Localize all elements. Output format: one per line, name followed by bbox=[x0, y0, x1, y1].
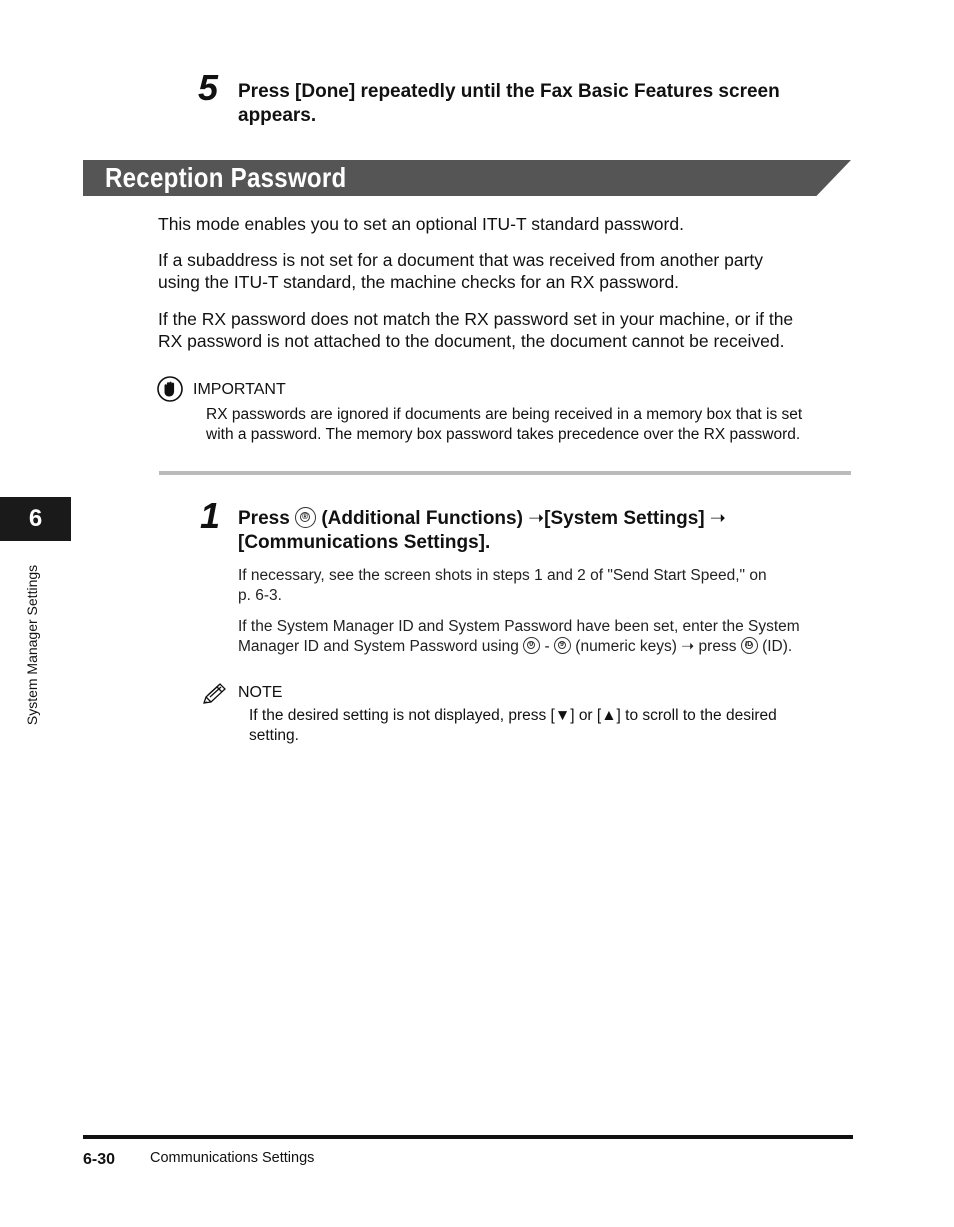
step-1-press: Press bbox=[238, 508, 290, 529]
key-0-label: 0 bbox=[529, 641, 534, 648]
key-9-icon bbox=[554, 637, 571, 654]
id-key-icon bbox=[741, 637, 758, 654]
arrow-icon: ➝ bbox=[681, 638, 695, 655]
paragraph-1: This mode enables you to set an optional ITU-T standard password. bbox=[158, 214, 684, 234]
step-1-subtext-2 bbox=[238, 617, 800, 657]
arrow-icon: ➝ bbox=[528, 508, 545, 529]
important-line-1: RX passwords are ignored if documents are being received in a memory box that is set bbox=[206, 406, 803, 423]
subtext-2-dash: - bbox=[544, 638, 550, 655]
subtext-2-end: (ID). bbox=[762, 638, 793, 655]
footer-rule bbox=[83, 1135, 853, 1139]
note-text bbox=[249, 706, 777, 746]
step-1-system-settings: [System Settings] bbox=[544, 508, 705, 529]
pencil-icon bbox=[202, 682, 230, 706]
subtext-2-press: press bbox=[698, 638, 737, 655]
step-1-line-1 bbox=[238, 507, 726, 531]
subtext-2-numeric-keys: (numeric keys) bbox=[575, 638, 677, 655]
note-label: NOTE bbox=[238, 684, 283, 701]
note-line-2: setting. bbox=[249, 727, 299, 744]
paragraph-2-line-1: If a subaddress is not set for a document that was received from another party bbox=[158, 250, 764, 270]
step-1-communications-settings: [Communications Settings]. bbox=[238, 532, 491, 553]
subtext-2-line-2 bbox=[238, 637, 800, 657]
step-1-text bbox=[238, 507, 726, 555]
key-9-label: 9 bbox=[560, 641, 564, 648]
section-title: Reception Password bbox=[105, 162, 347, 193]
note-line-1: If the desired setting is not displayed, press [▼] or [▲] to scroll to the desired bbox=[249, 707, 777, 724]
step-5-line-1: Press [Done] repeatedly until the Fax Basic Features screen bbox=[238, 81, 780, 102]
footer-section: Communications Settings bbox=[150, 1150, 315, 1166]
subtext-1-line-2: p. 6-3. bbox=[238, 587, 282, 604]
paragraph-2-line-2: using the ITU-T standard, the machine checks for an RX password. bbox=[158, 272, 680, 292]
subtext-2-line-1: If the System Manager ID and System Password have been set, enter the System bbox=[238, 618, 800, 635]
step-1-additional-functions: (Additional Functions) bbox=[321, 508, 523, 529]
additional-functions-key-icon: ® bbox=[295, 507, 316, 528]
important-line-2: with a password. The memory box password takes precedence over the RX password. bbox=[206, 426, 801, 443]
page-number: 6-30 bbox=[83, 1151, 116, 1168]
arrow-icon: ➝ bbox=[709, 508, 726, 529]
important-hand-icon bbox=[157, 376, 183, 402]
chapter-title-vertical bbox=[14, 545, 54, 745]
subtext-2-pre: Manager ID and System Password using bbox=[238, 638, 519, 655]
step-1-subtext-1 bbox=[238, 566, 767, 606]
step-5-line-2: appears. bbox=[238, 105, 317, 126]
chapter-number: 6 bbox=[28, 505, 43, 532]
key-0-icon bbox=[523, 637, 540, 654]
chapter-title: System Manager Settings bbox=[24, 564, 40, 726]
step-5-text bbox=[238, 80, 780, 128]
paragraph-3-line-1: If the RX password does not match the RX password set in your machine, or if the bbox=[158, 309, 794, 329]
divider-rule bbox=[159, 471, 851, 475]
paragraph-3-line-2: RX password is not attached to the document, the document cannot be received. bbox=[158, 331, 785, 351]
subtext-1-line-1: If necessary, see the screen shots in steps 1 and 2 of "Send Start Speed," on bbox=[238, 567, 767, 584]
step-number-5: 5 bbox=[198, 67, 219, 108]
paragraph-2 bbox=[158, 249, 763, 293]
important-label: IMPORTANT bbox=[193, 381, 286, 398]
step-number-1: 1 bbox=[200, 495, 221, 536]
important-text bbox=[206, 405, 802, 445]
id-key-label: ID bbox=[745, 641, 753, 648]
paragraph-3 bbox=[158, 308, 793, 352]
